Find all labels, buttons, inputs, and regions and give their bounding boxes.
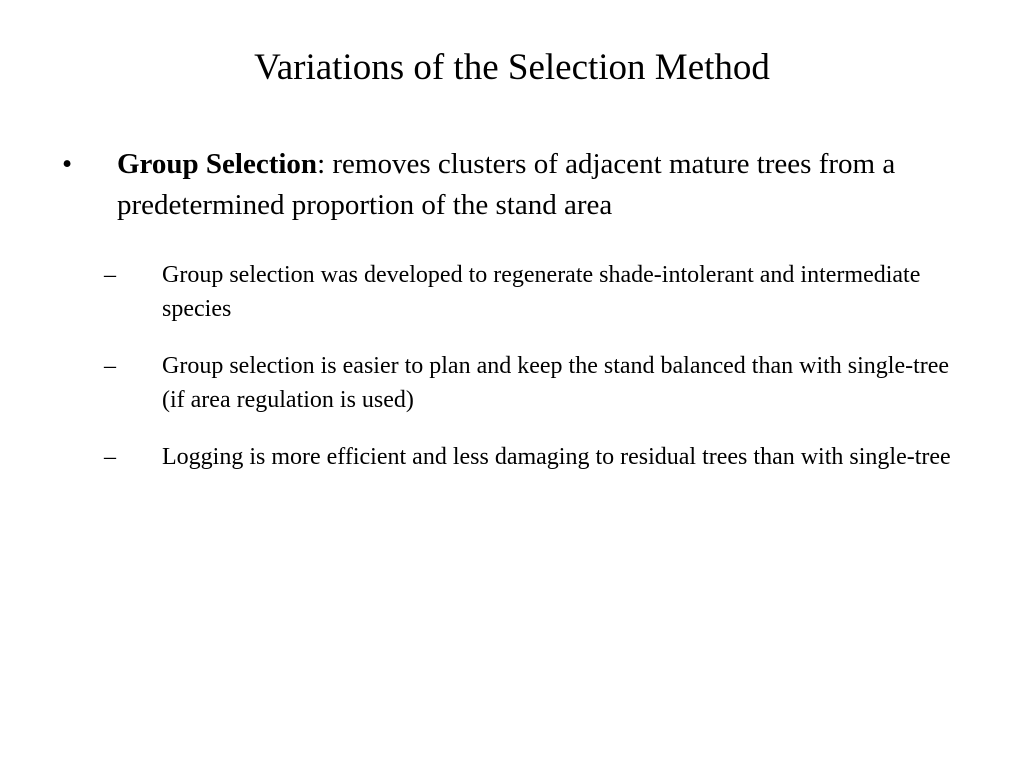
dash-marker: – [104,353,116,379]
sub-bullet-item [104,440,984,508]
bullet-marker: • [62,148,73,180]
sub-bullet-list [104,258,984,531]
main-bullet-text [117,144,977,226]
sub-bullet-item [104,349,984,417]
sub-bullet-text: Group selection is easier to plan and keep the stand balanced than with single-tree (if area regulation is used) [162,353,950,413]
dash-marker: – [104,444,116,470]
dash-marker: – [104,262,116,288]
sub-bullet-item [104,258,984,326]
sub-bullet-text: Group selection was developed to regenerate shade-intolerant and intermediate species [162,262,921,322]
slide-title: Variations of the Selection Method [254,47,770,88]
bullet-definition: : removes clusters of adjacent mature trees from a predetermined proportion of the stand area [117,148,896,221]
bullet-term: Group Selection [117,148,318,180]
sub-bullet-text: Logging is more efficient and less damaging to residual trees than with single-tree [162,444,951,470]
